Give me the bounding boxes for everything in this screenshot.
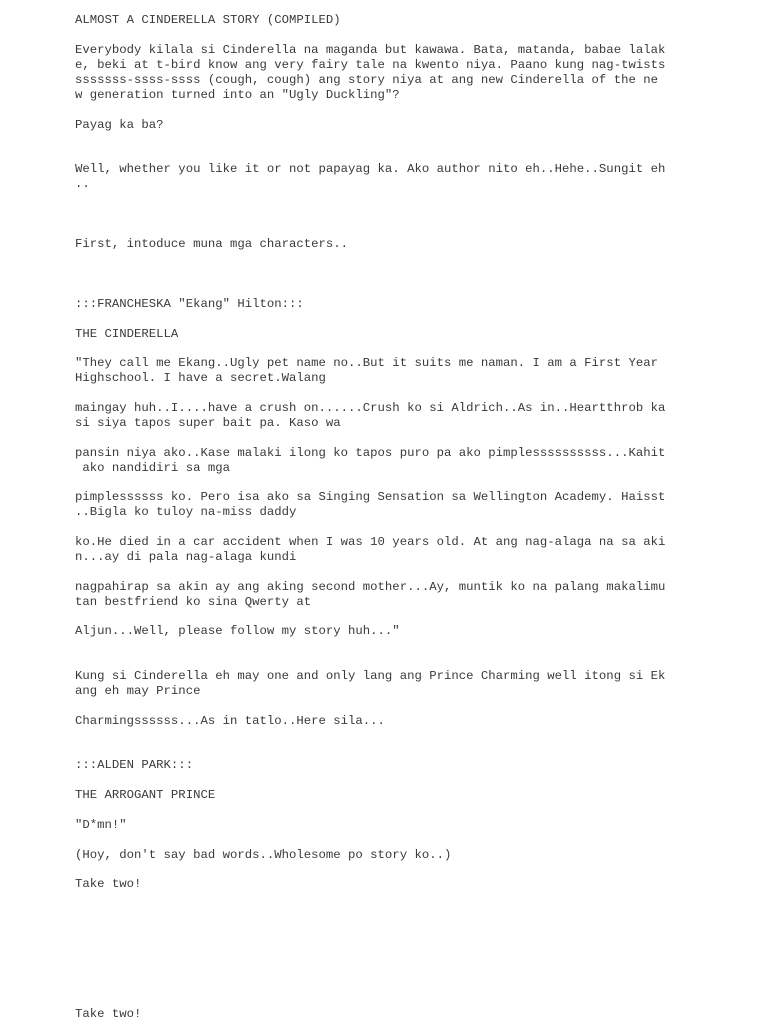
princes-p1-line-1: Kung si Cinderella eh may one and only lang ang Prince Charming well itong si Ek	[75, 669, 666, 683]
answer-line-1: Well, whether you like it or not papayag ka. Ako author nito eh..Hehe..Sungit eh	[75, 162, 666, 176]
take-two-line-2: Take two!	[75, 1007, 142, 1021]
document-title: ALMOST A CINDERELLA STORY (COMPILED)	[75, 13, 341, 27]
francheska-heading: :::FRANCHESKA "Ekang" Hilton:::	[75, 297, 304, 311]
francheska-p6-line-2: tan bestfriend ko sina Qwerty at	[75, 595, 312, 609]
francheska-p1-line-1: "They call me Ekang..Ugly pet name no..But it suits me naman. I am a First Year	[75, 356, 658, 370]
take-two-line-1: Take two!	[75, 877, 142, 891]
francheska-p3-line-1: pansin niya ako..Kase malaki ilong ko tapos puro pa ako pimplessssssssss...Kahit	[75, 446, 666, 460]
alden-quote: "D*mn!"	[75, 818, 127, 832]
francheska-p7-line: Aljun...Well, please follow my story huh..."	[75, 624, 400, 638]
intro-line-2: e, beki at t-bird know ang very fairy tale na kwento niya. Paano kung nag-twists	[75, 58, 666, 72]
francheska-p6-line-1: nagpahirap sa akin ay ang aking second mother...Ay, muntik ko na palang makalimu	[75, 580, 666, 594]
francheska-p4-line-2: ..Bigla ko tuloy na-miss daddy	[75, 505, 297, 519]
francheska-p1-line-2: Highschool. I have a secret.Walang	[75, 371, 326, 385]
question-line: Payag ka ba?	[75, 118, 164, 132]
francheska-p4-line-1: pimplessssss ko. Pero isa ako sa Singing Sensation sa Wellington Academy. Haisst	[75, 490, 666, 504]
intro-characters-line: First, intoduce muna mga characters..	[75, 237, 349, 251]
intro-line-1: Everybody kilala si Cinderella na maganda but kawawa. Bata, matanda, babae lalak	[75, 43, 666, 57]
francheska-p2-line-1: maingay huh..I....have a crush on......Crush ko si Aldrich..As in..Heartthrob ka	[75, 401, 666, 415]
princes-p2-line: Charmingssssss...As in tatlo..Here sila...	[75, 714, 385, 728]
alden-heading: :::ALDEN PARK:::	[75, 758, 194, 772]
author-note: (Hoy, don't say bad words..Wholesome po story ko..)	[75, 848, 452, 862]
francheska-p3-line-2: ako nandidiri sa mga	[75, 461, 230, 475]
intro-line-3: sssssss-ssss-ssss (cough, cough) ang story niya at ang new Cinderella of the ne	[75, 73, 658, 87]
alden-role: THE ARROGANT PRINCE	[75, 788, 216, 802]
francheska-p5-line-2: n...ay di pala nag-alaga kundi	[75, 550, 297, 564]
answer-line-2: ..	[75, 177, 90, 191]
princes-p1-line-2: ang eh may Prince	[75, 684, 201, 698]
francheska-p2-line-2: si siya tapos super bait pa. Kaso wa	[75, 416, 341, 430]
francheska-p5-line-1: ko.He died in a car accident when I was 10 years old. At ang nag-alaga na sa aki	[75, 535, 666, 549]
francheska-role: THE CINDERELLA	[75, 327, 179, 341]
intro-line-4: w generation turned into an "Ugly Duckling"?	[75, 88, 400, 102]
